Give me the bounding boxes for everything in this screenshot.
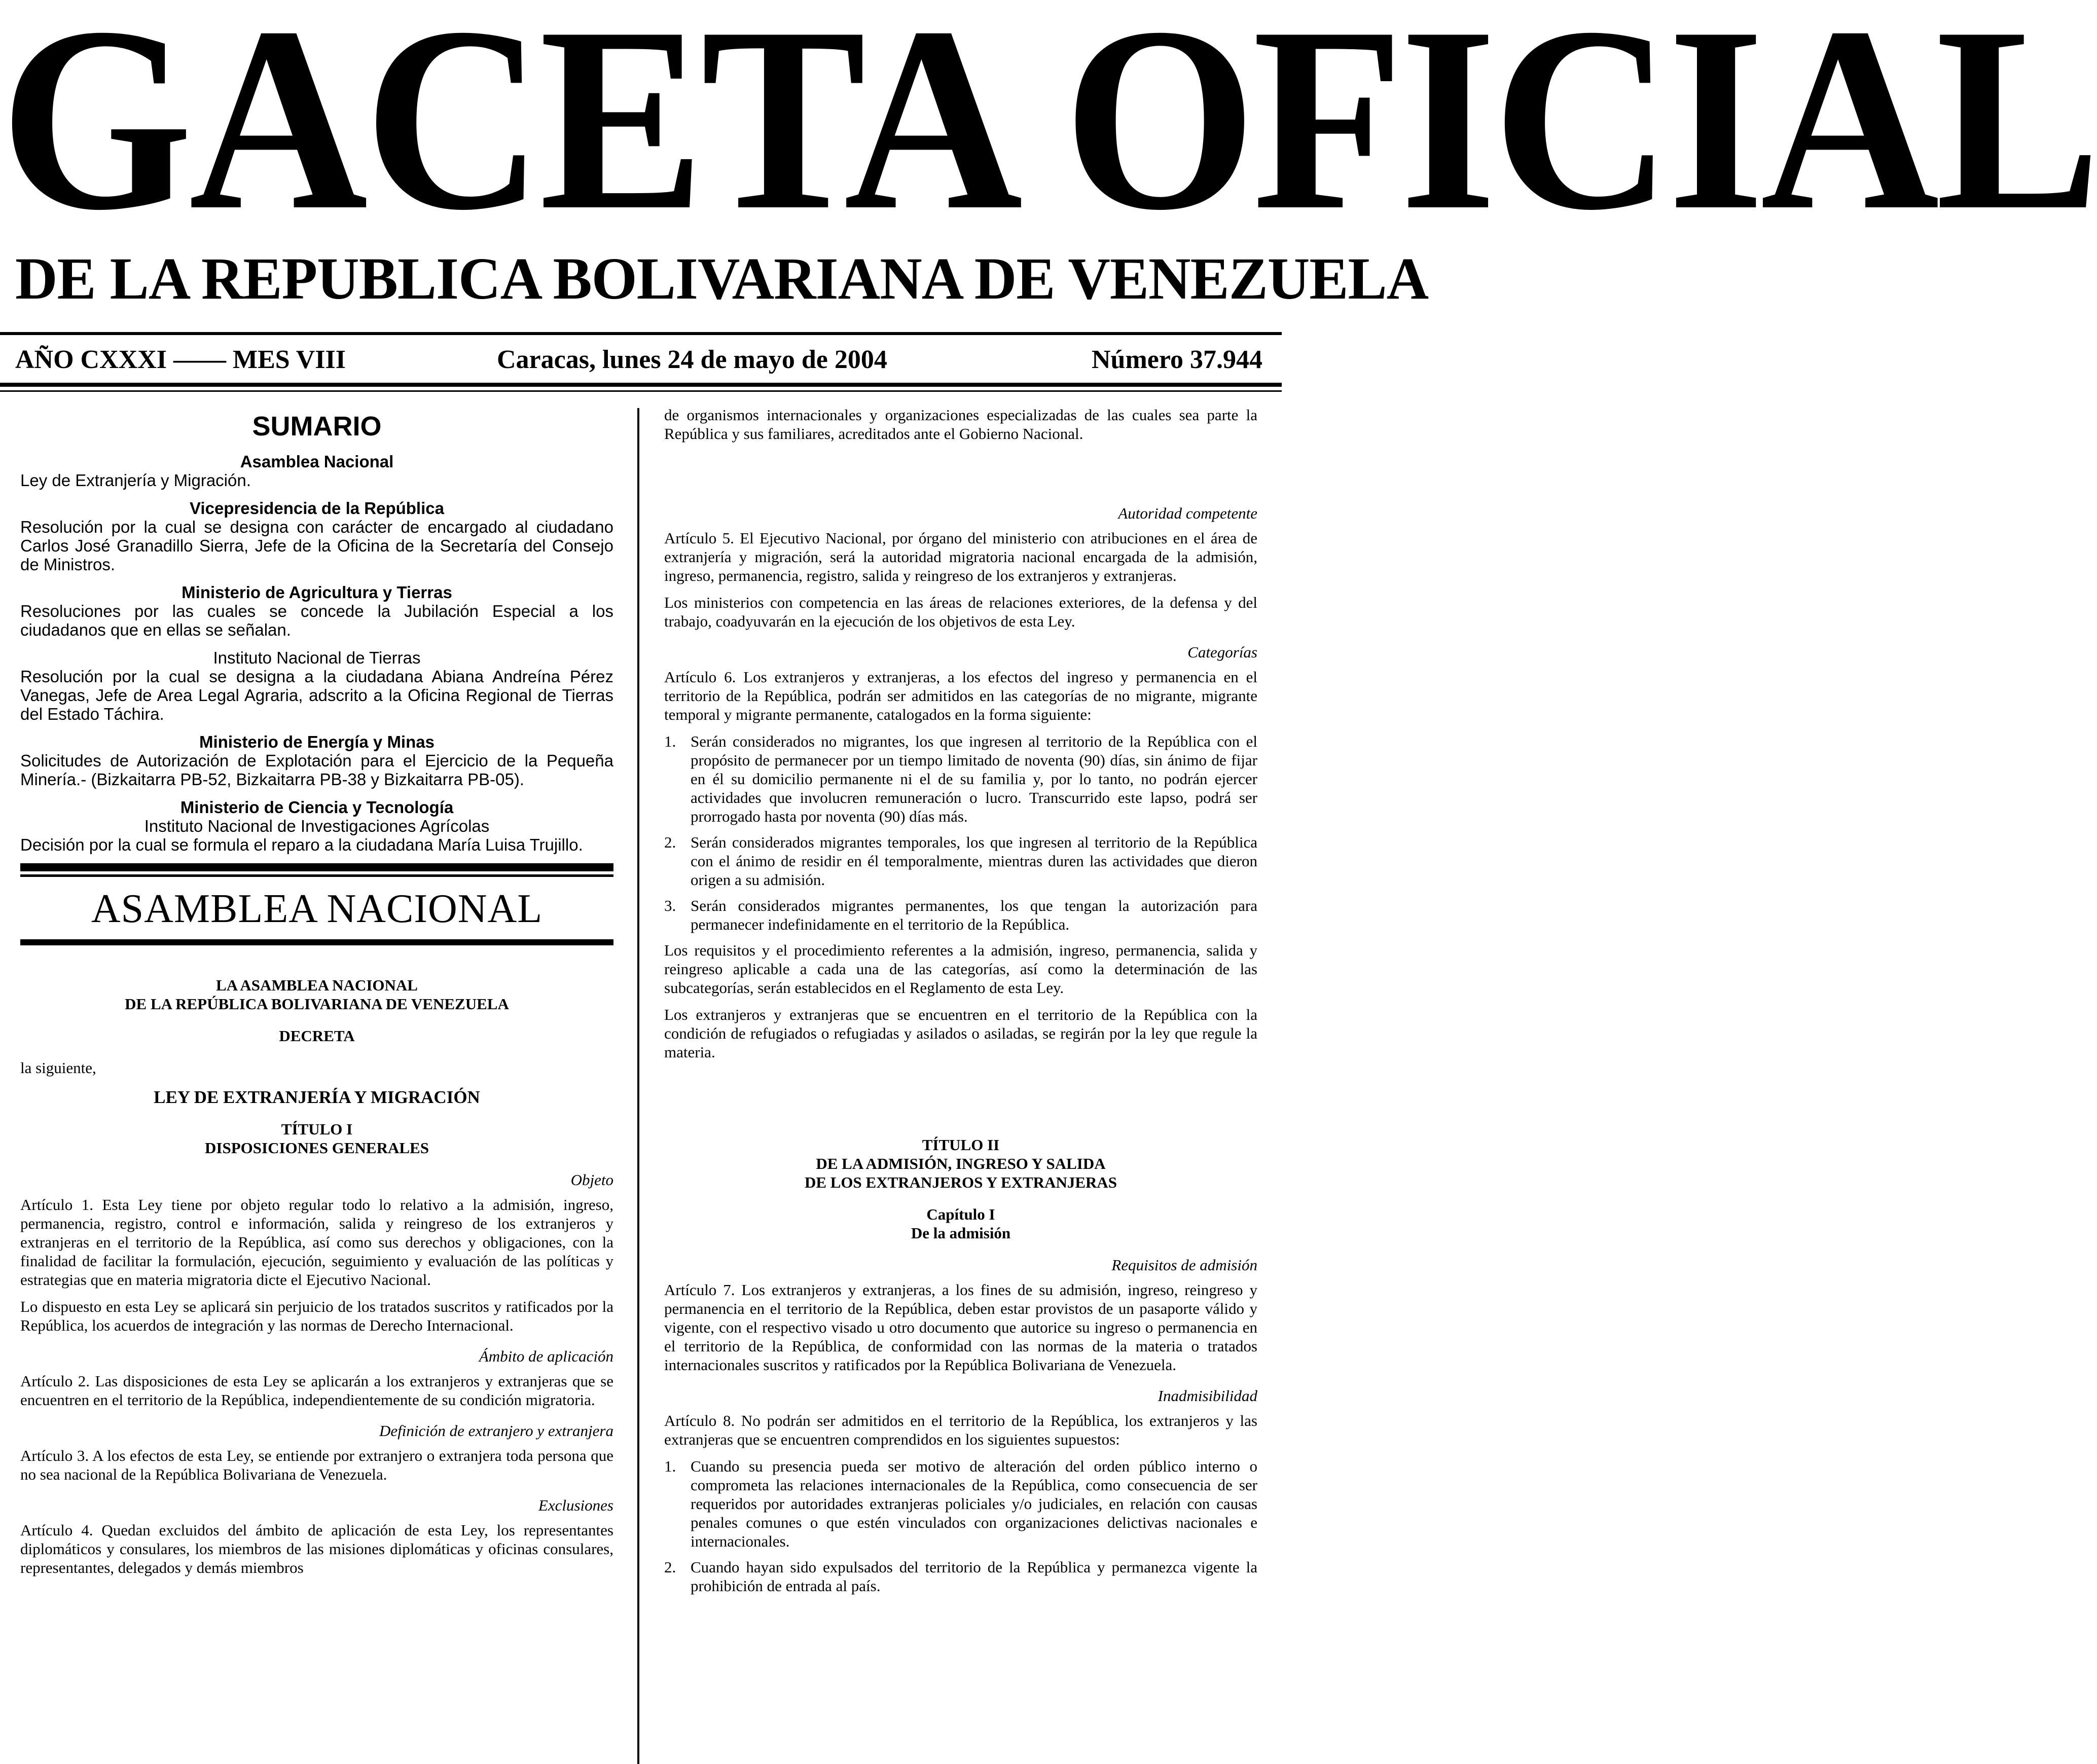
article-text: Artículo 4. Quedan excluidos del ámbito de aplicación de esta Ley, los representantes diplomáticos y consulares, los miembros de las misiones diplomáticas y oficinas consulares, representantes, delegados y demás miembros xyxy=(20,1521,613,1576)
right-column xyxy=(664,406,1257,1764)
spacer xyxy=(664,1070,1257,1135)
sumario-entry-head: Asamblea Nacional xyxy=(240,452,394,471)
masthead-subtitle: DE LA REPUBLICA BOLIVARIANA DE VENEZUELA xyxy=(15,245,1429,312)
titulo-number: TÍTULO II xyxy=(922,1136,1000,1154)
article-text: Artículo 8. No podrán ser admitidos en el territorio de la República, los extranjeros y las extranjeras que se encuentren comprendidos en los siguientes supuestos: xyxy=(664,1412,1257,1448)
column-divider xyxy=(637,408,639,1764)
issue-year: AÑO CXXXI —— MES VIII xyxy=(15,345,346,374)
titulo-name: DISPOSICIONES GENERALES xyxy=(205,1139,429,1157)
article-list xyxy=(664,1457,1257,1595)
list-item-text: Serán considerados migrantes permanentes, los que tengan la autorización para permanecer indefinidamente en el territorio de la República. xyxy=(691,897,1257,933)
section-rule xyxy=(20,863,613,871)
issue-number: Número 37.944 xyxy=(1091,345,1262,374)
left-column xyxy=(20,406,613,1764)
sumario-entry-body: Decisión por la cual se formula el reparo a la ciudadana María Luisa Trujillo. xyxy=(20,835,583,854)
article-text: Los requisitos y el procedimiento referentes a la admisión, ingreso, permanencia, salida y reingreso aplicable a cada una de las categorías, así como la determinación de las subcategorías, serán establecidos en el Reglamento de esta Ley. xyxy=(664,941,1257,997)
article-text: Artículo 2. Las disposiciones de esta Ley se aplicarán a los extranjeros y extranjeras que se encuentren en el territorio de la República, independientemente de su condición migratoria. xyxy=(20,1372,613,1409)
authority-line: LA ASAMBLEA NACIONAL xyxy=(216,976,418,994)
top-rule xyxy=(0,332,1282,335)
section-title: ASAMBLEA NACIONAL xyxy=(91,887,543,931)
sumario-entry-body: Resoluciones por las cuales se concede la Jubilación Especial a los ciudadanos que en ellas se señalan. xyxy=(20,602,613,639)
article-text: Los ministerios con competencia en las áreas de relaciones exteriores, de la defensa y del trabajo, coadyuvarán en la ejecución de los objetivos de esta Ley. xyxy=(664,594,1257,630)
section-rule xyxy=(20,939,613,945)
titulo-name: DE LA ADMISIÓN, INGRESO Y SALIDA xyxy=(816,1155,1106,1172)
article-text: Artículo 7. Los extranjeros y extranjeras, a los fines de su admisión, ingreso, reingreso y permanencia en el territorio de la República, deben estar provistos de un pasaporte válido y vigente, con el respectivo visado u otro documento que autorice su ingreso o permanencia en el territorio de la República, de conformidad con las normas de la materia o tratados internacionales suscritos y ratificados por la República Bolivariana de Venezuela. xyxy=(664,1281,1257,1374)
article-list xyxy=(664,732,1257,934)
article-rubric: Categorías xyxy=(1187,643,1257,661)
article-rubric: Objeto xyxy=(570,1171,613,1189)
sumario-entry-subhead: Instituto Nacional de Investigaciones Agrícolas xyxy=(144,817,490,835)
list-item xyxy=(664,896,1257,934)
titulo-heading xyxy=(664,1135,1257,1192)
list-item xyxy=(664,732,1257,826)
spacer xyxy=(664,451,1257,492)
list-item-number: 1. xyxy=(664,1457,676,1475)
authority-line: DE LA REPÚBLICA BOLIVARIANA DE VENEZUELA xyxy=(125,995,509,1013)
section-rule-thin xyxy=(20,874,613,877)
list-item xyxy=(664,1457,1257,1551)
law-title: LEY DE EXTRANJERÍA Y MIGRACIÓN xyxy=(154,1087,480,1107)
list-item-number: 1. xyxy=(664,732,676,750)
list-item-text: Cuando su presencia pueda ser motivo de alteración del orden público interno o comprometa las relaciones internacionales de la República, como consecuencia de ser requeridos por autoridades extranjeras policiales y/o judiciales, en relación con causas penales comunes o que estén vinculados con organizaciones delictivas nacionales e internacionales. xyxy=(691,1457,1257,1550)
list-item-text: Cuando hayan sido expulsados del territorio de la República y permanezca vigente la prohibición de entrada al país. xyxy=(691,1558,1257,1595)
article-text: Artículo 5. El Ejecutivo Nacional, por órgano del ministerio con atribuciones en el área de extranjería y migración, será la autoridad migratoria nacional encargada de la admisión, ingreso, permanencia, registro, salida y reingreso de los extranjeros y extranjeras. xyxy=(664,529,1257,584)
sumario-entry-body: Ley de Extranjería y Migración. xyxy=(20,471,251,490)
list-item xyxy=(664,1558,1257,1595)
list-item-number: 3. xyxy=(664,897,676,914)
list-item-text: Serán considerados no migrantes, los que ingresen al territorio de la República con el propósito de permanecer por un tiempo limitado de noventa (90) días, sin ánimo de fijar en él su domicilio permanente ni el de su familia y, por lo tanto, no podrán ejercer actividades que involucren remuneración o lucro. Transcurrido este lapso, podrá ser prorrogado hasta por noventa (90) días más. xyxy=(691,732,1257,825)
article-rubric: Requisitos de admisión xyxy=(1111,1256,1257,1274)
chapter-number: Capítulo I xyxy=(926,1205,995,1223)
list-item-number: 2. xyxy=(664,833,676,851)
article-rubric: Definición de extranjero y extranjera xyxy=(379,1422,613,1440)
titulo-number: TÍTULO I xyxy=(281,1120,353,1138)
article-text: Artículo 3. A los efectos de esta Ley, se entiende por extranjero o extranjera toda persona que no sea nacional de la República Bolivariana de Venezuela. xyxy=(20,1447,613,1483)
sumario-entry-head: Ministerio de Ciencia y Tecnología xyxy=(180,798,454,817)
bottom-rule xyxy=(0,383,1282,387)
intro-text: la siguiente, xyxy=(20,1059,96,1077)
article-text: Los extranjeros y extranjeras que se encuentren en el territorio de la República con la condición de refugiados o refugiadas y asilados o asiladas, se regirán por la ley que regule la materia. xyxy=(664,1006,1257,1061)
chapter-heading xyxy=(664,1205,1257,1242)
sumario-entry-head: Ministerio de Agricultura y Tierras xyxy=(182,583,452,602)
sumario-entry-head: Ministerio de Energía y Minas xyxy=(199,732,435,751)
sumario-entry xyxy=(20,452,613,490)
newspaper-masthead: GACETA OFICIAL xyxy=(0,0,2097,265)
sumario-title: SUMARIO xyxy=(252,411,382,442)
sumario-entry-head: Instituto Nacional de Tierras xyxy=(213,648,421,667)
article-rubric: Exclusiones xyxy=(538,1496,613,1514)
article-rubric: Ámbito de aplicación xyxy=(479,1347,613,1365)
sumario-entry-body: Resolución por la cual se designa a la ciudadana Abiana Andreína Pérez Vanegas, Jefe de Area Legal Agraria, adscrito a la Oficina Regional de Tierras del Estado Táchira. xyxy=(20,667,613,723)
sumario-entry xyxy=(20,732,613,789)
sumario-entry-body: Resolución por la cual se designa con carácter de encargado al ciudadano Carlos José Granadillo Sierra, Jefe de la Oficina de la Secretaría del Consejo de Ministros. xyxy=(20,518,613,574)
chapter-name: De la admisión xyxy=(911,1224,1011,1242)
sumario-entry-head: Vicepresidencia de la República xyxy=(190,499,444,518)
sumario-entry xyxy=(20,648,613,723)
article-rubric: Autoridad competente xyxy=(1118,504,1257,522)
list-item xyxy=(664,833,1257,889)
article-text: Artículo 6. Los extranjeros y extranjeras, a los efectos del ingreso y permanencia en el territorio de la República, podrán ser admitidos en las categorías de no migrante, migrante temporal y migrante permanente, catalogados en la forma siguiente: xyxy=(664,668,1257,723)
article-text: de organismos internacionales y organizaciones especializadas de las cuales sea parte la República y sus familiares, acreditados ante el Gobierno Nacional. xyxy=(664,406,1257,443)
bottom-rule-thin xyxy=(0,390,1282,392)
issue-info-bar xyxy=(15,345,1262,375)
sumario-entry xyxy=(20,583,613,639)
list-item-text: Serán considerados migrantes temporales, los que ingresen al territorio de la República con el ánimo de residir en él temporalmente, mientras duren las actividades que dieron origen a su admisión. xyxy=(691,833,1257,889)
issue-date: Caracas, lunes 24 de mayo de 2004 xyxy=(497,345,887,374)
article-rubric: Inadmisibilidad xyxy=(1158,1387,1257,1405)
titulo-heading xyxy=(20,1120,613,1157)
decreta-heading: DECRETA xyxy=(279,1027,355,1045)
article-text: Lo dispuesto en esta Ley se aplicará sin perjuicio de los tratados suscritos y ratificados por la República, los acuerdos de integración y las normas de Derecho Internacional. xyxy=(20,1298,613,1334)
titulo-name: DE LOS EXTRANJEROS Y EXTRANJERAS xyxy=(804,1173,1117,1191)
sumario-entry xyxy=(20,798,613,854)
authority-heading xyxy=(20,976,613,1013)
sumario-entry xyxy=(20,499,613,574)
list-item-number: 2. xyxy=(664,1558,676,1576)
article-text: Artículo 1. Esta Ley tiene por objeto regular todo lo relativo a la admisión, ingreso, permanencia, registro, control e información, salida y reingreso de los extranjeros y extranjeras en el territorio de la República, así como sus derechos y obligaciones, con la finalidad de facilitar la formulación, ejecución, seguimiento y evaluación de las políticas y estrategias que en materia migratoria dicte el Ejecutivo Nacional. xyxy=(20,1196,613,1289)
sumario-entry-body: Solicitudes de Autorización de Explotación para el Ejercicio de la Pequeña Minería.- (Bizkaitarra PB-52, Bizkaitarra PB-38 y Bizkaitarra PB-05). xyxy=(20,751,613,789)
